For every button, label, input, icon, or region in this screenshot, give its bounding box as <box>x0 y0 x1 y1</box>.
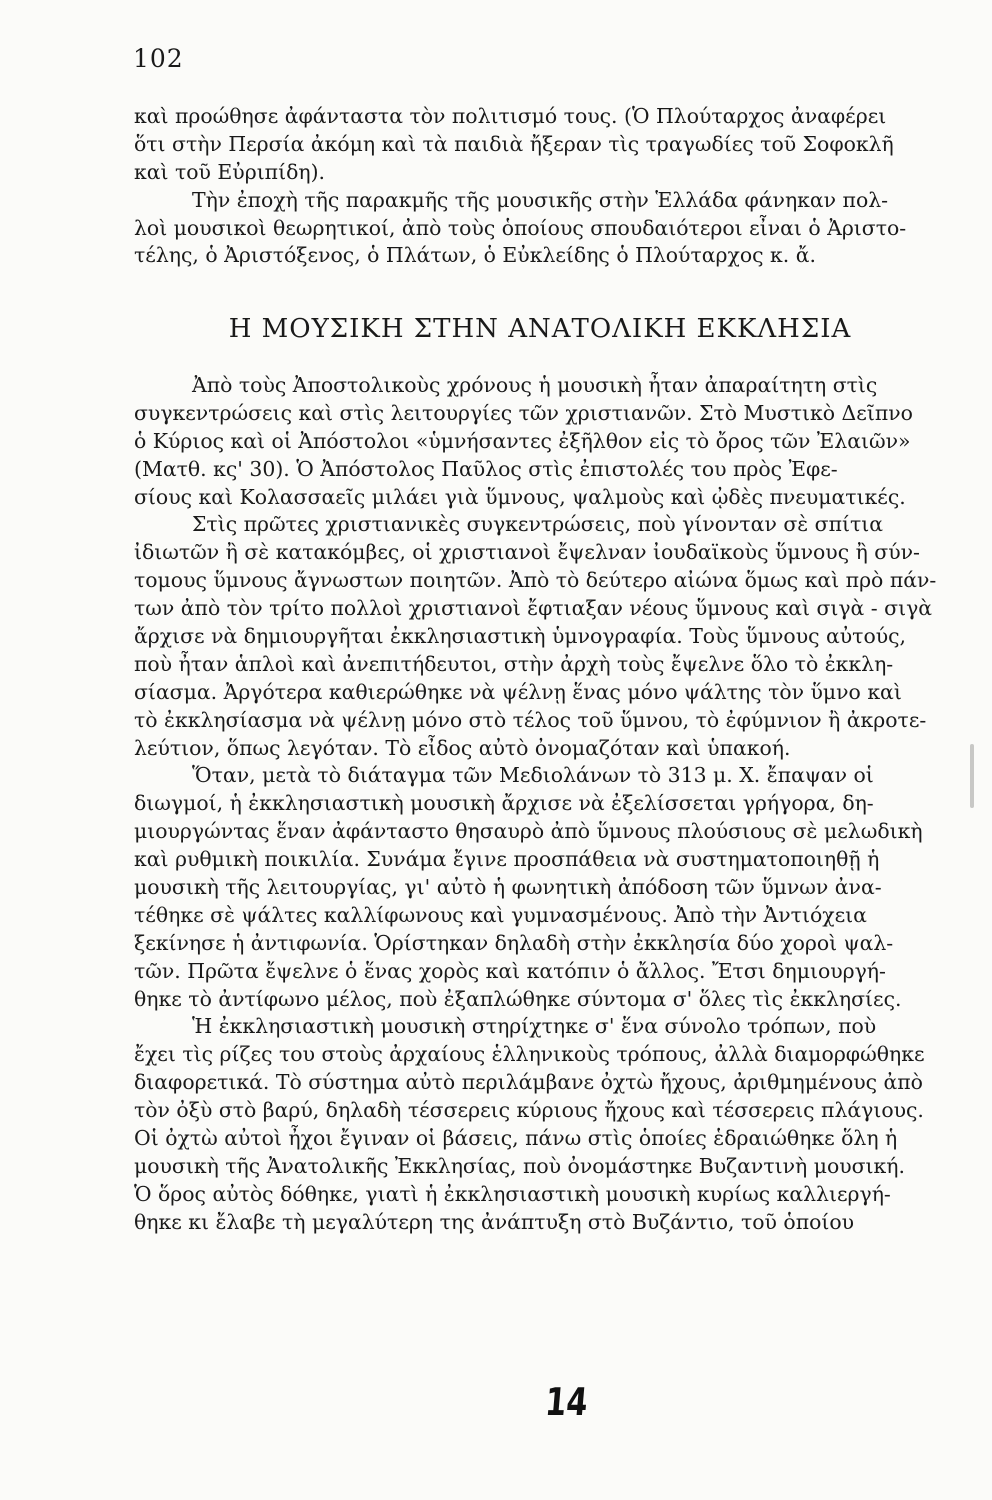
text-line: καὶ τοῦ Εὐριπίδη). <box>134 159 326 184</box>
text-line: θηκε κι ἔλαβε τὴ μεγαλύτερη της ἀνάπτυξη στὸ Βυζάντιο, τοῦ ὁποίου <box>134 1209 855 1234</box>
text-line: τὸ ἐκκλησίασμα νὰ ψέλνῃ μόνο στὸ τέλος τοῦ ὕμνου, τὸ ἐφύμνιον ἢ ἀκροτε- <box>134 707 927 732</box>
text-line: ξεκίνησε ἡ ἀντιφωνία. Ὁρίστηκαν δηλαδὴ στὴν ἐκκλησία δύο χοροὶ ψαλ- <box>134 930 894 955</box>
handwritten-page-number: 14 <box>543 1380 590 1424</box>
text-line: σίασμα. Ἀργότερα καθιερώθηκε νὰ ψέλνῃ ἕνας μόνο ψάλτης τὸν ὕμνο καὶ <box>134 679 902 704</box>
section-heading: Η ΜΟΥΣΙΚΗ ΣΤΗΝ ΑΝΑΤΟΛΙΚΗ ΕΚΚΛΗΣΙΑ <box>228 314 852 344</box>
text-line: ποὺ ἦταν ἁπλοὶ καὶ ἀνεπιτήδευτοι, στὴν ἀρχὴ τοὺς ἔψελνε ὅλο τὸ ἐκκλη- <box>134 651 894 676</box>
text-line: μουσικὴ τῆς λειτουργίας, γι' αὐτὸ ἡ φωνητικὴ ἀπόδοση τῶν ὕμνων ἀνα- <box>134 875 882 900</box>
text-line: μουσικὴ τῆς Ἀνατολικῆς Ἐκκλησίας, ποὺ ὀνομάστηκε Βυζαντινὴ μουσική. <box>134 1153 905 1178</box>
page-number: 102 <box>133 44 184 73</box>
text-line: ἄρχισε νὰ δημιουργῆται ἐκκλησιαστικὴ ὑμνογραφία. Τοὺς ὕμνους αὐτούς, <box>134 624 907 649</box>
body-text <box>134 372 964 1237</box>
text-line: καὶ ρυθμικὴ ποικιλία. Συνάμα ἔγινε προσπάθεια νὰ συστηματοποιηθῇ ἡ <box>134 847 880 872</box>
text-line: Οἱ ὀχτὼ αὐτοὶ ἦχοι ἔγιναν οἱ βάσεις, πάνω στὶς ὁποίες ἑδραιώθηκε ὅλη ἡ <box>134 1126 898 1151</box>
text-line: σίους καὶ Κολασσαεῖς μιλάει γιὰ ὕμνους, ψαλμοὺς καὶ ᾠδὲς πνευματικές. <box>134 484 906 509</box>
text-line: καὶ προώθησε ἀφάνταστα τὸν πολιτισμό τους. (Ὁ Πλούταρχος ἀναφέρει <box>134 104 887 128</box>
paragraph-start-line: Στὶς πρῶτες χριστιανικὲς συγκεντρώσεις, ποὺ γίνονταν σὲ σπίτια <box>192 512 884 537</box>
text-line: λεύτιον, ὅπως λεγόταν. Τὸ εἶδος αὐτὸ ὀνομαζόταν καὶ ὑπακοή. <box>134 735 791 760</box>
text-line: διωγμοί, ἡ ἐκκλησιαστικὴ μουσικὴ ἄρχισε νὰ ἐξελίσσεται γρήγορα, δη- <box>134 791 874 816</box>
text-line: τὸν ὀξὺ στὸ βαρύ, δηλαδὴ τέσσερεις κύριους ἤχους καὶ τέσσερεις πλάγιους. <box>134 1098 924 1123</box>
text-line: Ὁ ὅρος αὐτὸς δόθηκε, γιατὶ ἡ ἐκκλησιαστικὴ μουσικὴ κυρίως καλλιεργή- <box>134 1181 891 1206</box>
paragraph-start-line: Τὴν ἐποχὴ τῆς παρακμῆς τῆς μουσικῆς στὴν Ἑλλάδα φάνηκαν πολ- <box>192 187 889 212</box>
text-line: μιουργώντας ἕναν ἀφάνταστο θησαυρὸ ἀπὸ ὕμνους πλούσιους σὲ μελωδικὴ <box>134 819 923 844</box>
text-line: τομους ὕμνους ἄγνωστων ποιητῶν. Ἀπὸ τὸ δεύτερο αἰώνα ὅμως καὶ πρὸ πάν- <box>134 568 937 593</box>
text-line: θηκε τὸ ἀντίφωνο μέλος, ποὺ ἐξαπλώθηκε σύντομα σ' ὅλες τὶς ἐκκλησίες. <box>134 986 902 1011</box>
text-line: τῶν. Πρῶτα ἔψελνε ὁ ἕνας χορὸς καὶ κατόπιν ὁ ἄλλος. Ἔτσι δημιουργή- <box>134 958 886 983</box>
intro-text <box>134 103 964 270</box>
scan-artifact <box>970 744 974 808</box>
text-line: συγκεντρώσεις καὶ στὶς λειτουργίες τῶν χριστιανῶν. Στὸ Μυστικὸ Δεῖπνο <box>134 400 913 425</box>
text-line: διαφορετικά. Τὸ σύστημα αὐτὸ περιλάμβανε ὀχτὼ ἤχους, ἀριθμημένους ἀπὸ <box>134 1070 923 1095</box>
text-line: ὅτι στὴν Περσία ἀκόμη καὶ τὰ παιδιὰ ἤξεραν τὶς τραγωδίες τοῦ Σοφοκλῆ <box>134 131 894 156</box>
paragraph-start-line: Ὅταν, μετὰ τὸ διάταγμα τῶν Μεδιολάνων τὸ 313 μ. Χ. ἔπαψαν οἱ <box>192 763 874 788</box>
text-line: των ἀπὸ τὸν τρίτο πολλοὶ χριστιανοὶ ἔφτιαξαν νέους ὕμνους καὶ σιγὰ - σιγὰ <box>134 596 933 621</box>
text-line: ἔχει τὶς ρίζες του στοὺς ἀρχαίους ἑλληνικοὺς τρόπους, ἀλλὰ διαμορφώθηκε <box>134 1042 925 1067</box>
paragraph-start-line: Ἀπὸ τοὺς Ἀποστολικοὺς χρόνους ἡ μουσικὴ ἦταν ἀπαραίτητη στὶς <box>192 373 878 397</box>
text-line: τέθηκε σὲ ψάλτες καλλίφωνους καὶ γυμνασμένους. Ἀπὸ τὴν Ἀντιόχεια <box>134 902 867 927</box>
text-line: (Ματθ. κς' 30). Ὁ Ἀπόστολος Παῦλος στὶς ἐπιστολές του πρὸς Ἐφε- <box>134 456 838 481</box>
text-line: τέλης, ὁ Ἀριστόξενος, ὁ Πλάτων, ὁ Εὐκλείδης ὁ Πλούταρχος κ. ἄ. <box>134 243 816 268</box>
text-line: λοὶ μουσικοὶ θεωρητικοί, ἀπὸ τοὺς ὁποίους σπουδαιότεροι εἶναι ὁ Ἀριστο- <box>134 215 907 240</box>
text-line: ὁ Κύριος καὶ οἱ Ἀπόστολοι «ὑμνήσαντες ἐξῆλθον εἰς τὸ ὄρος τῶν Ἐλαιῶν» <box>134 428 911 453</box>
text-line: ἰδιωτῶν ἢ σὲ κατακόμβες, οἱ χριστιανοὶ ἔψελναν ἰουδαϊκοὺς ὕμνους ἢ σύν- <box>134 540 920 565</box>
paragraph-start-line: Ἡ ἐκκλησιαστικὴ μουσικὴ στηρίχτηκε σ' ἕνα σύνολο τρόπων, ποὺ <box>192 1014 877 1039</box>
